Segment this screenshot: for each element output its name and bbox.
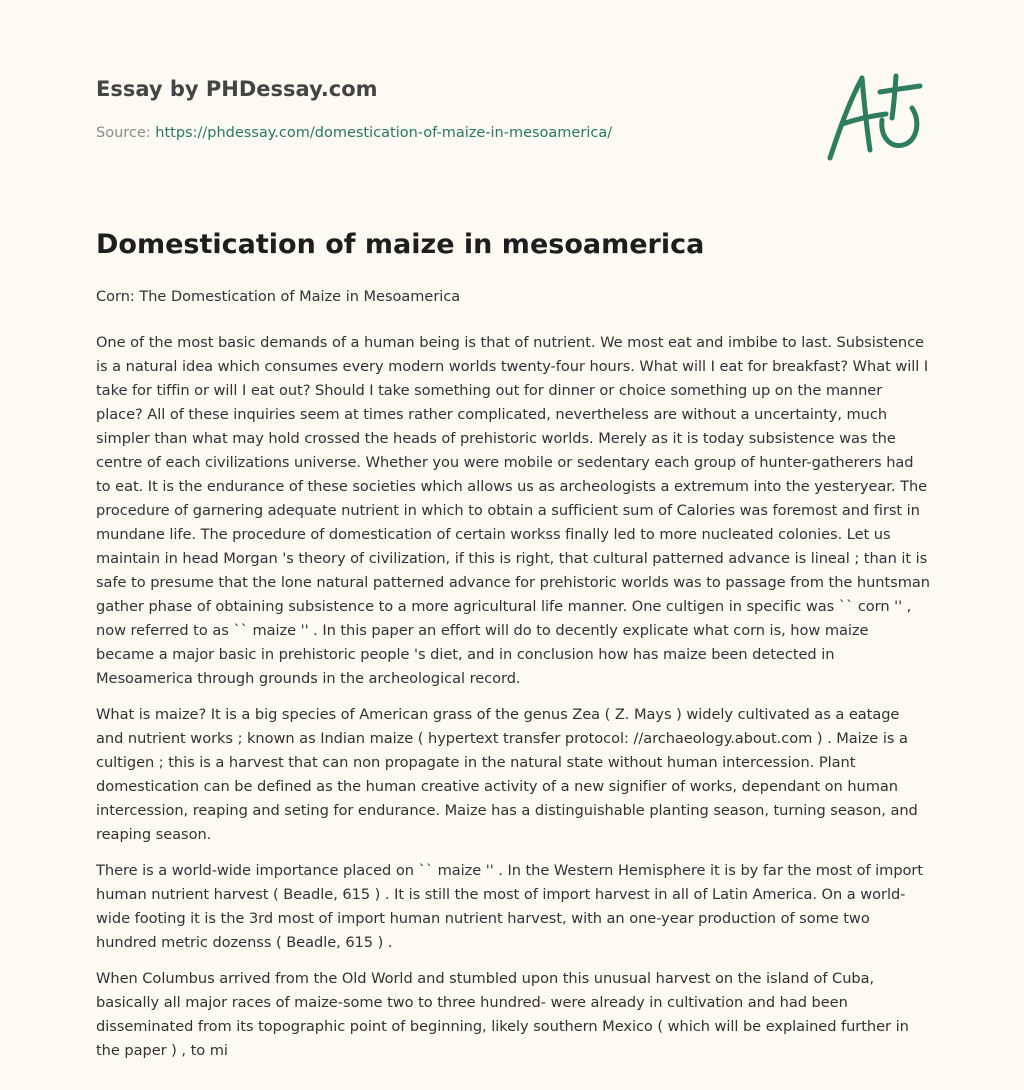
paragraph: When Columbus arrived from the Old World and stumbled upon this unusual harvest on the island of Cuba, basically all major races of maize-some two to three hundred- were already in cultivation and had been disseminated from its topographic point of beginning, likely southern Mexico ( which will be explained further in the paper ) , to mi [96, 970, 909, 1059]
paragraph: What is maize? It is a big species of American grass of the genus Zea ( Z. Mays ) widely cultivated as a eatage and nutrient works ; known as Indian maize ( hypertext transfer protocol: //archaeology.about.com ) . Maize is a cultigen ; this is a harvest that can non propagate in the natural state without human intercession. Plant domestication can be defined as the human creative activity of a new signifier of works, dependant on human intercession, reaping and seting for endurance. Maize has a distinguishable planting season, turning season, and reaping season. [96, 706, 918, 843]
source-link[interactable]: https://phdessay.com/domestication-of-maize-in-mesoamerica/ [155, 125, 613, 141]
essay-body [96, 331, 930, 1075]
essay-subtitle: Corn: The Domestication of Maize in Mesoamerica [96, 289, 461, 305]
essay-title: Domestication of maize in mesoamerica [96, 229, 705, 260]
a-plus-logo [820, 64, 930, 164]
essay-header [96, 74, 796, 143]
paragraph: One of the most basic demands of a human being is that of nutrient. We most eat and imbibe to last. Subsistence is a natural idea which consumes every modern worlds twenty-four hours. What will I eat for breakfast? What will I take for tiffin or will I eat out? Should I take something out for dinner or choice something up on the manner place? All of these inquiries seem at times rather complicated, nevertheless are without a uncertainty, much simpler than what may hold crossed the heads of prehistoric worlds. Merely as it is today subsistence was the centre of each civilizations universe. Whether you were mobile or sedentary each group of hunter-gatherers had to eat. It is the endurance of these societies which allows us as archeologists a extremum into the yesteryear. The procedure of garnering adequate nutrient in which to obtain a sufficient sum of Calories was foremost and first in mundane life. The procedure of domestication of certain workss finally led to more nucleated colonies. Let us maintain in head Morgan 's theory of civilization, if this is right, that cultural patterned advance is lineal ; than it is safe to presume that the lone natural patterned advance for prehistoric worlds was to passage from the huntsman gather phase of obtaining subsistence to a more agricultural life manner. One cultigen in specific was `` corn '' , now referred to as `` maize '' . In this paper an effort will do to decently explicate what corn is, how maize became a major basic in prehistoric people 's diet, and in conclusion how has maize been detected in Mesoamerica through grounds in the archeological record. [96, 334, 930, 687]
a-plus-logo-icon [820, 64, 930, 164]
source-line [96, 123, 796, 143]
site-title: Essay by PHDessay.com [96, 77, 378, 101]
source-label: Source: [96, 125, 151, 141]
paragraph: There is a world-wide importance placed on `` maize '' . In the Western Hemisphere it is by far the most of import human nutrient harvest ( Beadle, 615 ) . It is still the most of import harvest in all of Latin America. On a world-wide footing it is the 3rd most of import human nutrient harvest, with an one-year production of some two hundred metric dozenss ( Beadle, 615 ) . [96, 862, 924, 951]
